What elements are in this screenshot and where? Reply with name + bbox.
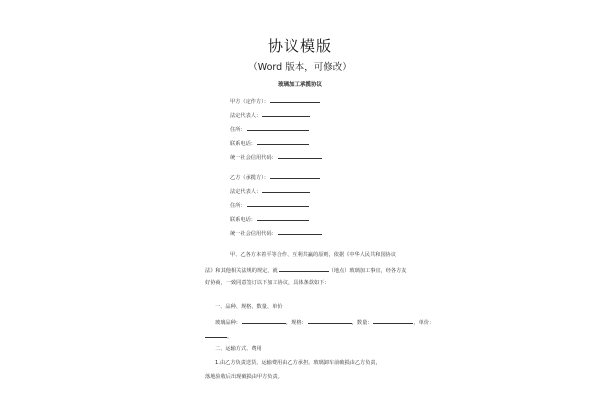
unit-price-label: ，单价： <box>413 320 435 326</box>
party-a-credit-blank <box>278 153 322 159</box>
party-b-rep-blank <box>262 187 310 193</box>
party-a-credit-label: 统一社会信用代码： <box>230 155 277 161</box>
preamble-line-2 <box>205 266 406 275</box>
party-a-address-line <box>230 125 309 134</box>
party-b-line <box>230 173 320 182</box>
party-b-blank <box>270 173 320 179</box>
party-b-label: 乙方（承揽方）： <box>230 175 269 181</box>
glass-type-label: 玻璃品种： <box>215 320 241 326</box>
party-a-blank <box>270 97 320 103</box>
preamble-line-2a: 法》和其他相关法规的规定，就 <box>205 268 278 274</box>
preamble-line-2b: （地点）玻璃加工事宜，经各方友 <box>328 268 407 274</box>
party-b-phone-label: 联系电话： <box>230 217 256 223</box>
section-1-end: 。 <box>227 334 233 340</box>
section-2-para-1-line-2: 落地验收后出现破损由甲方负责。 <box>205 374 283 380</box>
preamble-line-3: 好协商，一致同意签订以下加工协议，具体条款如下： <box>205 280 330 286</box>
quantity-label: ，数量： <box>351 320 373 326</box>
party-b-credit-line <box>230 229 322 238</box>
party-b-rep-line <box>230 187 310 196</box>
party-b-address-label: 住所： <box>230 203 246 209</box>
section-1-heading: 一、品种、规格、数量、单价 <box>215 304 283 310</box>
party-b-credit-blank <box>278 229 322 235</box>
spec-blank <box>308 318 352 324</box>
party-a-rep-line <box>230 111 310 120</box>
party-a-rep-label: 法定代表人： <box>230 113 262 119</box>
party-b-address-blank <box>247 201 309 207</box>
spec-label: ，规格： <box>285 320 307 326</box>
section-2-para-1-line-1: 1.由乙方负责送货，运输费用由乙方承担。玻璃卸车前破损由乙方负责， <box>215 360 381 366</box>
party-b-address-line <box>230 201 309 210</box>
section-2-heading: 二、运输方式、费用 <box>215 346 262 352</box>
preamble-line-1: 甲、乙各方本着平等合作、互利共赢的原则，依据《中华人民共和国协议 <box>230 252 397 258</box>
glass-type-blank <box>242 318 286 324</box>
section-1-line-2 <box>205 332 232 341</box>
quantity-blank <box>373 318 413 324</box>
party-a-label: 甲方（定作方）： <box>230 99 269 105</box>
party-b-phone-line <box>230 215 309 224</box>
party-a-phone-label: 联系电话： <box>230 141 256 147</box>
party-a-rep-blank <box>262 111 310 117</box>
template-title: 协议模版 <box>267 37 332 55</box>
party-a-line <box>230 97 320 106</box>
section-1-line-1 <box>215 318 434 327</box>
template-subtitle: （Word 版本，可修改） <box>248 62 352 73</box>
party-b-rep-label: 法定代表人： <box>230 189 262 195</box>
party-a-address-blank <box>247 125 309 131</box>
party-a-address-label: 住所： <box>230 127 246 133</box>
party-b-credit-label: 统一社会信用代码： <box>230 231 277 237</box>
party-a-phone-blank <box>257 139 309 145</box>
party-a-phone-line <box>230 139 309 148</box>
unit-price-blank <box>205 332 227 338</box>
contract-title: 玻璃加工承揽协议 <box>277 82 322 88</box>
party-a-credit-line <box>230 153 322 162</box>
preamble-location-blank <box>279 266 329 272</box>
party-b-phone-blank <box>257 215 309 221</box>
